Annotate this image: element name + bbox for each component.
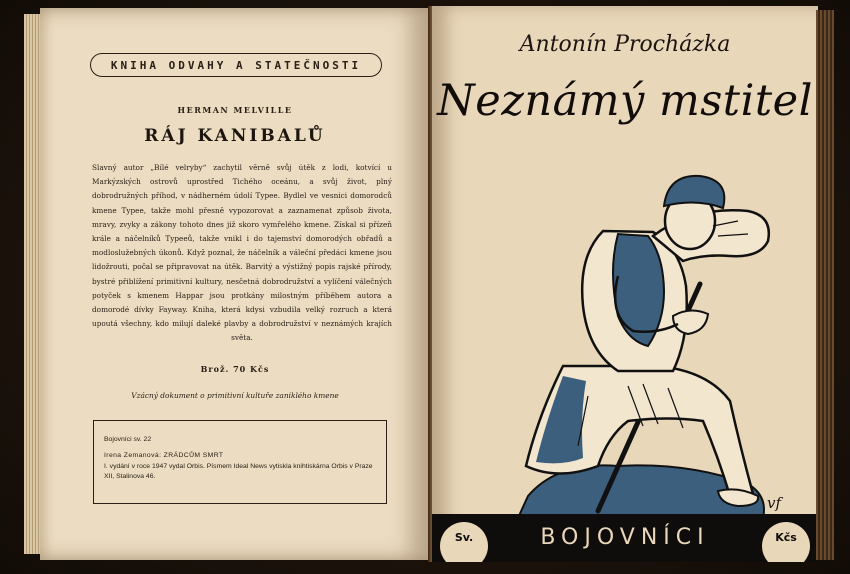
- imprint-series: Bojovníci sv. 22: [104, 436, 152, 443]
- imprint-publication: I. vydání v roce 1947 vydal Orbis. Písmem Ideal News vytiskla knihtiskárna Orbis v Praze XII, Stalinova 46.: [104, 463, 373, 480]
- series-band: [432, 514, 818, 562]
- cover-title: Neznámý mstitel: [437, 76, 813, 126]
- cover-page: [432, 6, 818, 562]
- cover-author: Antonín Procházka: [519, 32, 731, 57]
- book-title: RÁJ KANIBALŮ: [144, 126, 326, 146]
- price: Brož. 70 Kčs: [200, 364, 270, 374]
- cover-edge: [816, 10, 834, 560]
- imprint-translator: Irena Zemanová: ZRÁDCŮM SMRT: [104, 452, 224, 459]
- left-page: [40, 8, 430, 560]
- book-author: HERMAN MELVILLE: [177, 105, 293, 115]
- series-frame-label: KNIHA ODVAHY A STATEČNOSTI: [110, 59, 362, 72]
- italic-note: Vzácný dokument o primitivní kultuře zaniklého kmene: [131, 391, 339, 400]
- cover-illustration: [468, 166, 798, 518]
- series-frame: [90, 53, 382, 77]
- figure-cap: [664, 176, 724, 208]
- price-badge-label: Kčs: [775, 531, 797, 544]
- imprint-box: [93, 420, 387, 504]
- book-blurb: Slavný autor „Bílé velryby“ zachytil věrně svůj útěk z lodi, kotvící u Markýzských ostrovů uprostřed Tichého oceánu, a svůj život, plný dobrodružných příhod, v nádherném údolí Typee. Bydlel ve vesnici domorodců kmene Typee, takže mohl přesně vypozorovat a zaznamenat způsob života, mravy, zvyky a zákony tohoto dnes již skoro vymřelého kmene. Získal si přízeň krále a náčelníků Typeeů, takže vnikl i do tajemství domorodých obřadů a modloslužebných úkonů. Když poznal, že náčelník a váleční předáci kmene jsou lidožrouti, počal se připravovat na útěk. Barvitý a výstižný popis rajské přírody, bystré přiblížení primitivní kultury, nesčetná dobrodružství a vylíčení válečných potyček s kmenem Happar jsou protkány milostným příběhem autora a domorodé dívky Fayway. Kniha, která kdysi vzbudila velký rozruch a která upoutá všechny, kdo milují daleké plavby a dobrodružství v neznámých krajích světa.: [92, 163, 392, 343]
- price-badge: [762, 522, 810, 562]
- figure-hand: [673, 310, 708, 334]
- volume-badge-label: Sv.: [454, 531, 474, 544]
- series-band-title: BOJOVNÍCI: [540, 525, 710, 550]
- artist-signature: vf: [767, 494, 782, 512]
